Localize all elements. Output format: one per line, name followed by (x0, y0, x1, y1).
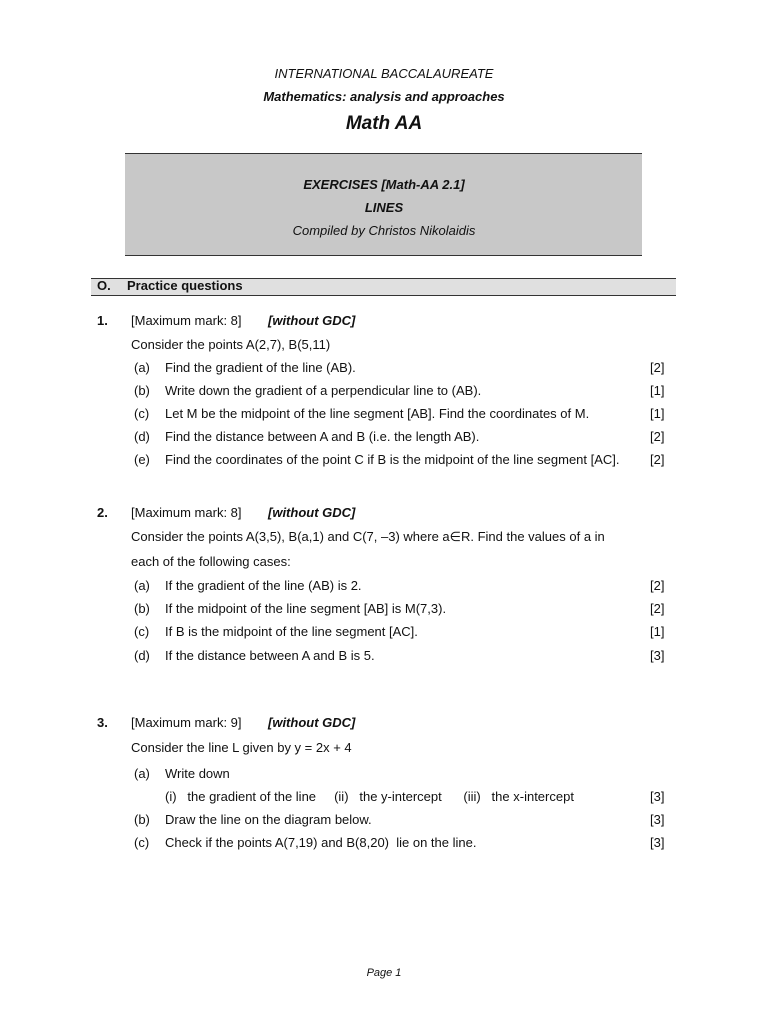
part-mark: [2] (650, 578, 665, 593)
question-gdc-note: [without GDC] (268, 313, 356, 328)
part-label: (c) (134, 624, 150, 639)
part-text: Let M be the midpoint of the line segment [AB]. Find the coordinates of M. (165, 406, 590, 421)
part-label: (d) (134, 648, 150, 663)
section-title: Practice questions (127, 278, 243, 293)
question-max-mark: [Maximum mark: 8] (131, 505, 242, 520)
part-text: Draw the line on the diagram below. (165, 812, 372, 827)
part-label: (a) (134, 360, 150, 375)
banner-exercises: EXERCISES [Math-AA 2.1] (303, 177, 465, 192)
banner-topic: LINES (364, 200, 404, 215)
part-mark: [3] (650, 812, 665, 827)
part-label: (b) (134, 812, 150, 827)
question-gdc-note: [without GDC] (268, 505, 356, 520)
part-label: (a) (134, 578, 150, 593)
part-text: Find the distance between A and B (i.e. the length AB). (165, 429, 480, 444)
part-text: Find the coordinates of the point C if B is the midpoint of the line segment [AC]. (165, 452, 620, 467)
question-max-mark: [Maximum mark: 9] (131, 715, 242, 730)
subpart-text: (i) the gradient of the line (ii) the y-intercept (iii) the x-intercept (165, 789, 574, 804)
part-mark: [2] (650, 360, 665, 375)
part-label: (d) (134, 429, 150, 444)
part-label: (c) (134, 406, 150, 421)
part-text: If B is the midpoint of the line segment [AC]. (165, 624, 418, 639)
part-mark: [2] (650, 601, 665, 616)
question-stem-continued: each of the following cases: (131, 554, 291, 569)
question-number: 1. (97, 313, 108, 328)
section-number: O. (97, 278, 111, 293)
part-text: Find the gradient of the line (AB). (165, 360, 356, 375)
part-label: (c) (134, 835, 150, 850)
part-mark: [2] (650, 429, 665, 444)
page-title: Math AA (345, 113, 423, 134)
question-number: 3. (97, 715, 108, 730)
part-text: If the distance between A and B is 5. (165, 648, 375, 663)
question-max-mark: [Maximum mark: 8] (131, 313, 242, 328)
question-stem: Consider the points A(3,5), B(a,1) and C(7, –3) where a∈R. Find the values of a in (131, 529, 605, 544)
part-mark: [1] (650, 383, 665, 398)
page-number: Page 1 (366, 967, 402, 979)
part-text: If the midpoint of the line segment [AB] is M(7,3). (165, 601, 447, 616)
part-label: (e) (134, 452, 150, 467)
part-label: (b) (134, 601, 150, 616)
part-label: (b) (134, 383, 150, 398)
part-mark: [3] (650, 648, 665, 663)
part-text: Write down (165, 766, 230, 781)
question-stem: Consider the line L given by y = 2x + 4 (131, 740, 352, 755)
part-text: Check if the points A(7,19) and B(8,20) lie on the line. (165, 835, 477, 850)
part-mark: [1] (650, 624, 665, 639)
part-text: Write down the gradient of a perpendicular line to (AB). (165, 383, 482, 398)
part-mark: [3] (650, 835, 665, 850)
part-label: (a) (134, 766, 150, 781)
part-text: If the gradient of the line (AB) is 2. (165, 578, 362, 593)
header-org: INTERNATIONAL BACCALAUREATE (274, 66, 494, 81)
part-mark: [1] (650, 406, 665, 421)
part-mark: [2] (650, 452, 665, 467)
question-stem: Consider the points A(2,7), B(5,11) (131, 337, 331, 352)
question-gdc-note: [without GDC] (268, 715, 356, 730)
part-mark: [3] (650, 789, 665, 804)
header-course: Mathematics: analysis and approaches (263, 89, 505, 104)
question-number: 2. (97, 505, 108, 520)
banner-compiled: Compiled by Christos Nikolaidis (292, 223, 476, 238)
